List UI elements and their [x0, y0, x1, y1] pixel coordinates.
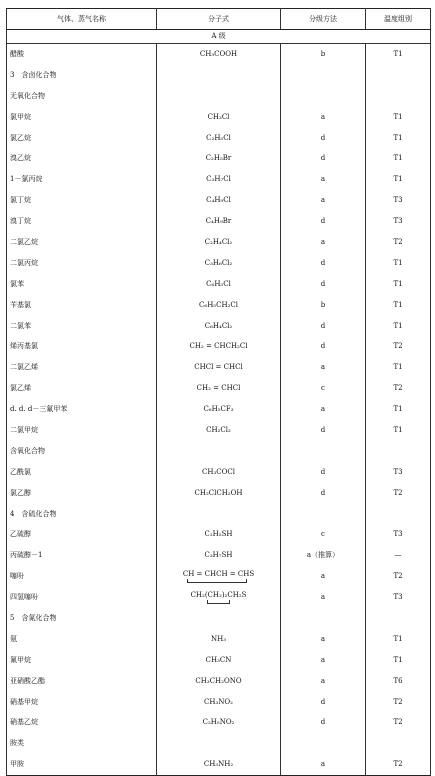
table-row: [7, 44, 431, 65]
cell-formula: CH₃NO₂: [157, 692, 281, 713]
cell-temp: T1: [366, 316, 431, 337]
cell-formula: C₆H₅CF₃: [157, 399, 281, 420]
cell-temp: [366, 733, 431, 754]
cell-temp: T3: [366, 190, 431, 211]
ring-formula-text: CH = CHCH = CHS: [182, 570, 255, 579]
cell-method: d: [281, 128, 366, 149]
cell-method: d: [281, 336, 366, 357]
cell-name: 四氢噻吩: [7, 587, 157, 608]
cell-method: c: [281, 378, 366, 399]
cell-formula: CH₂ClCH₂OH: [157, 483, 281, 504]
header-name: 气体、蒸气名称: [7, 9, 157, 30]
table-row: [7, 483, 431, 504]
cell-method: d: [281, 462, 366, 483]
thiophene-ring-formula: [181, 570, 256, 583]
cell-name: 亚硝酸乙酯: [7, 671, 157, 692]
cell-temp: T6: [366, 671, 431, 692]
cell-name: 硝基甲烷: [7, 692, 157, 713]
cell-formula: [157, 608, 281, 629]
cell-formula: C₂H₅NO₂: [157, 713, 281, 734]
cell-name: 乙硫醇: [7, 524, 157, 545]
cell-temp: T1: [366, 295, 431, 316]
cell-name: 氯苯: [7, 274, 157, 295]
cell-method: d: [281, 713, 366, 734]
cell-temp: T1: [366, 357, 431, 378]
table-row: [7, 190, 431, 211]
table-row: [7, 566, 431, 587]
cell-formula: CH₃CH₂ONO: [157, 671, 281, 692]
cell-temp: T1: [366, 420, 431, 441]
table-row: [7, 692, 431, 713]
table-header-row: [7, 9, 431, 30]
cell-temp: T1: [366, 148, 431, 169]
cell-formula: C₃H₆Cl₂: [157, 253, 281, 274]
cell-name: 二氯丙烷: [7, 253, 157, 274]
cell-method: [281, 86, 366, 107]
cell-temp: T1: [366, 253, 431, 274]
cell-temp: T2: [366, 566, 431, 587]
cell-temp: T2: [366, 692, 431, 713]
table-row: [7, 295, 431, 316]
subsection-title: 无氧化合物: [7, 86, 157, 107]
table-row: [7, 211, 431, 232]
section-title: 5 含氮化合物: [7, 608, 157, 629]
cell-temp: T1: [366, 650, 431, 671]
cell-name: 乙酰氯: [7, 462, 157, 483]
cell-method: a: [281, 232, 366, 253]
cell-method: b: [281, 295, 366, 316]
table-row: [7, 378, 431, 399]
cell-name: 丙硫醇－1: [7, 545, 157, 566]
cell-name: 苄基氯: [7, 295, 157, 316]
cell-formula: CH₃CN: [157, 650, 281, 671]
cell-method: a: [281, 587, 366, 608]
table-row: [7, 128, 431, 149]
cell-formula: [157, 86, 281, 107]
gas-classification-table: [6, 8, 431, 776]
cell-name: 氯乙醇: [7, 483, 157, 504]
cell-temp: T1: [366, 107, 431, 128]
cell-formula: [157, 566, 281, 587]
cell-temp: T3: [366, 587, 431, 608]
cell-formula: CH₃Cl: [157, 107, 281, 128]
cell-formula: [157, 733, 281, 754]
cell-method: d: [281, 692, 366, 713]
cell-method: [281, 441, 366, 462]
cell-formula: C₂H₄Cl₂: [157, 232, 281, 253]
table-row: [7, 107, 431, 128]
cell-temp: [366, 608, 431, 629]
cell-formula: CHCl = CHCl: [157, 357, 281, 378]
cell-method: d: [281, 211, 366, 232]
table-row: [7, 420, 431, 441]
cell-formula: C₂H₅Cl: [157, 128, 281, 149]
cell-method: a: [281, 190, 366, 211]
table-row: [7, 148, 431, 169]
cell-name: 二氯苯: [7, 316, 157, 337]
cell-temp: T2: [366, 378, 431, 399]
cell-name: 氯甲烷: [7, 107, 157, 128]
cell-temp: T2: [366, 713, 431, 734]
cell-temp: T3: [366, 211, 431, 232]
table-row: [7, 169, 431, 190]
section-title: 4 含硫化合物: [7, 504, 157, 525]
cell-method: d: [281, 148, 366, 169]
cell-temp: [366, 65, 431, 86]
cell-name: 氰甲烷: [7, 650, 157, 671]
cell-method: [281, 65, 366, 86]
group-label: A 级: [7, 30, 431, 44]
ring-bracket: [207, 600, 231, 604]
section-row: [7, 608, 431, 629]
cell-temp: T2: [366, 232, 431, 253]
section-row: [7, 504, 431, 525]
cell-method: c: [281, 524, 366, 545]
cell-name: 醋酸: [7, 44, 157, 65]
section-row: [7, 65, 431, 86]
cell-name: 烯丙基氯: [7, 336, 157, 357]
cell-formula: [157, 587, 281, 608]
cell-formula: NH₃: [157, 629, 281, 650]
subsection-title: 胺类: [7, 733, 157, 754]
cell-method: [281, 733, 366, 754]
cell-temp: T2: [366, 336, 431, 357]
cell-method: a: [281, 671, 366, 692]
ring-formula-text: CH₂(CH₂)₂CH₂S: [190, 591, 247, 600]
cell-name: 二氯乙烷: [7, 232, 157, 253]
cell-formula: C₆H₅CH₂Cl: [157, 295, 281, 316]
cell-formula: CH₂ = CHCH₂Cl: [157, 336, 281, 357]
cell-name: 氯乙烯: [7, 378, 157, 399]
cell-name: 噻吩: [7, 566, 157, 587]
cell-formula: C₆H₄Cl₂: [157, 316, 281, 337]
table-row: [7, 357, 431, 378]
cell-temp: T1: [366, 169, 431, 190]
cell-name: 氯丁烷: [7, 190, 157, 211]
cell-name: 溴乙烷: [7, 148, 157, 169]
cell-formula: CH₂Cl₂: [157, 420, 281, 441]
table-row: [7, 274, 431, 295]
section-title: 3 含卤化合物: [7, 65, 157, 86]
cell-method: b: [281, 44, 366, 65]
cell-temp: T1: [366, 399, 431, 420]
table-row: [7, 545, 431, 566]
cell-formula: C₂H₅SH: [157, 524, 281, 545]
cell-temp: T3: [366, 462, 431, 483]
cell-name: 甲胺: [7, 754, 157, 775]
tetrahydrothiophene-ring-formula: [189, 591, 249, 604]
cell-name: 1－氯丙烷: [7, 169, 157, 190]
cell-formula: C₄H₉Cl: [157, 190, 281, 211]
cell-name: 二氯乙烯: [7, 357, 157, 378]
cell-method: a: [281, 399, 366, 420]
table-row: [7, 650, 431, 671]
cell-formula: C₃H₇Cl: [157, 169, 281, 190]
cell-method: [281, 608, 366, 629]
cell-name: 二氯甲烷: [7, 420, 157, 441]
cell-formula: CH₃COCl: [157, 462, 281, 483]
cell-method: d: [281, 253, 366, 274]
table-row: [7, 336, 431, 357]
table-row: [7, 253, 431, 274]
cell-temp: T2: [366, 754, 431, 775]
cell-method: a: [281, 107, 366, 128]
cell-formula: CH₂ = CHCl: [157, 378, 281, 399]
table-row: [7, 587, 431, 608]
cell-method: [281, 504, 366, 525]
table-row: [7, 316, 431, 337]
cell-method: d: [281, 483, 366, 504]
cell-temp: [366, 504, 431, 525]
table-row: [7, 524, 431, 545]
table-row: [7, 754, 431, 775]
cell-formula: [157, 441, 281, 462]
cell-method: a: [281, 629, 366, 650]
cell-method: a: [281, 754, 366, 775]
cell-formula: [157, 65, 281, 86]
subsection-row: [7, 441, 431, 462]
cell-method: d: [281, 316, 366, 337]
ring-bracket: [187, 579, 247, 583]
table-row: [7, 399, 431, 420]
cell-temp: [366, 86, 431, 107]
subsection-title: 含氧化合物: [7, 441, 157, 462]
header-method: 分级方法: [281, 9, 366, 30]
table-row: [7, 462, 431, 483]
table-row: [7, 232, 431, 253]
cell-temp: [366, 441, 431, 462]
cell-formula: CH₃NH₂: [157, 754, 281, 775]
cell-formula: [157, 504, 281, 525]
cell-temp: T2: [366, 483, 431, 504]
table-row: [7, 629, 431, 650]
header-temp-group: 温度组别: [366, 9, 431, 30]
cell-formula: CH₃COOH: [157, 44, 281, 65]
cell-name: 氨: [7, 629, 157, 650]
cell-method: a: [281, 566, 366, 587]
cell-method: a: [281, 169, 366, 190]
cell-method: d: [281, 420, 366, 441]
cell-temp: T3: [366, 524, 431, 545]
cell-temp: T1: [366, 128, 431, 149]
table-row: [7, 671, 431, 692]
table-row: [7, 713, 431, 734]
cell-method: a: [281, 650, 366, 671]
cell-temp: T1: [366, 274, 431, 295]
cell-method: a（推算）: [281, 545, 366, 566]
cell-temp: T1: [366, 44, 431, 65]
header-formula: 分子式: [157, 9, 281, 30]
cell-formula: C₆H₅Cl: [157, 274, 281, 295]
cell-formula: C₄H₉Br: [157, 211, 281, 232]
cell-temp: T1: [366, 629, 431, 650]
cell-formula: C₂H₅Br: [157, 148, 281, 169]
cell-name: 溴丁烷: [7, 211, 157, 232]
subsection-row: [7, 733, 431, 754]
cell-method: d: [281, 274, 366, 295]
cell-name: 硝基乙烷: [7, 713, 157, 734]
cell-method: a: [281, 357, 366, 378]
cell-temp: —: [366, 545, 431, 566]
cell-name: d. d. d－三氟甲苯: [7, 399, 157, 420]
cell-name: 氯乙烷: [7, 128, 157, 149]
subsection-row: [7, 86, 431, 107]
cell-formula: C₃H₇SH: [157, 545, 281, 566]
group-row: [7, 30, 431, 44]
